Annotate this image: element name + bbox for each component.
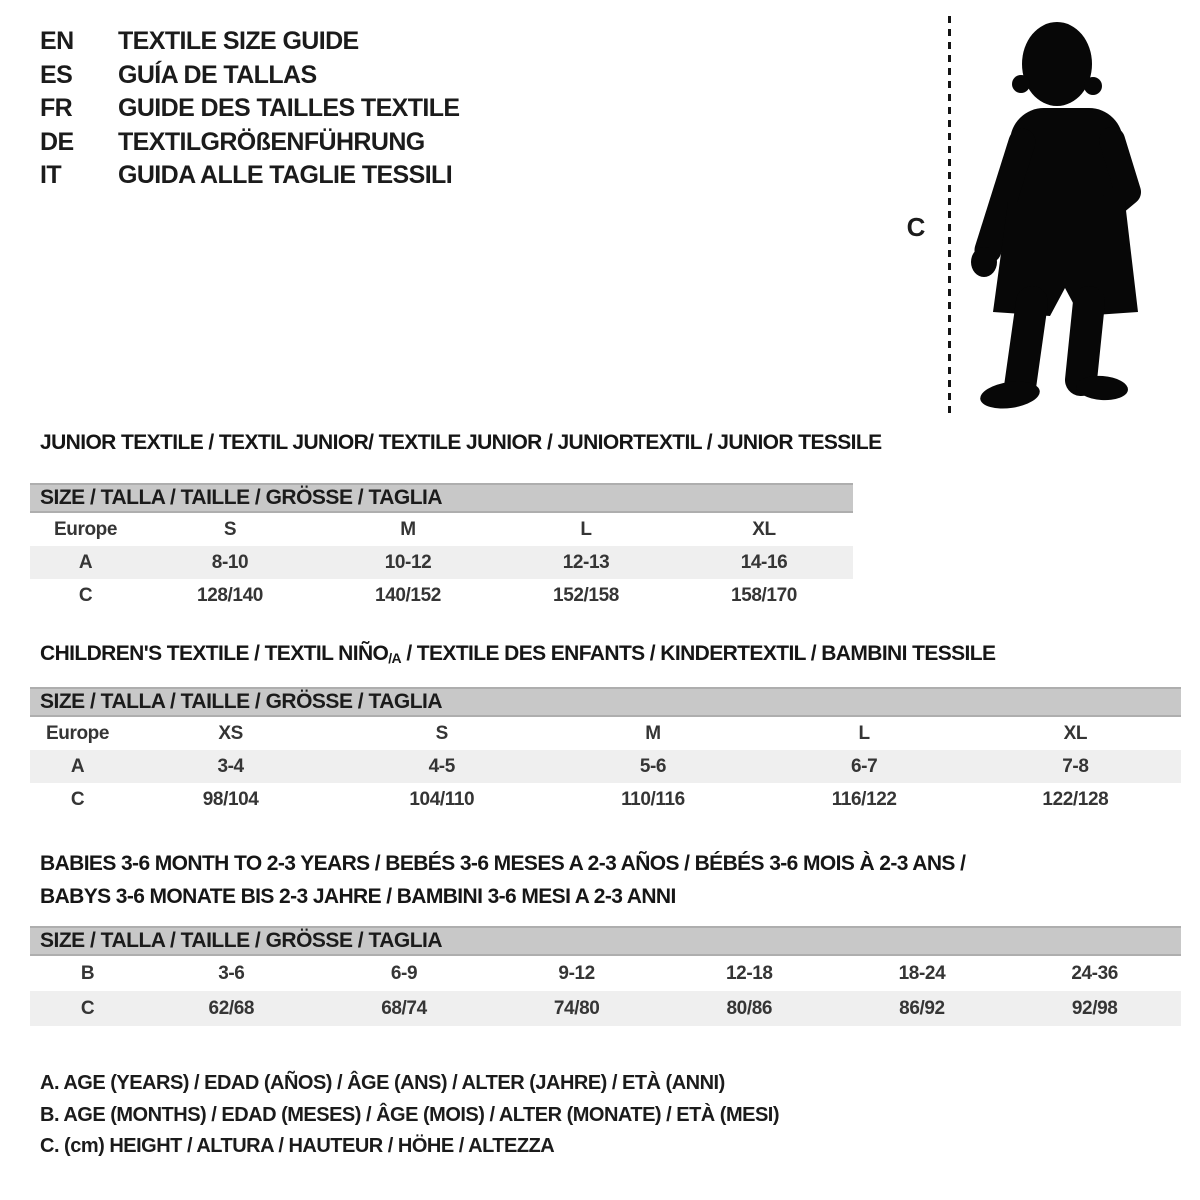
table-row-age [30,750,1181,783]
height-cell: 86/92 [899,997,945,1019]
size-header-band: SIZE / TALLA / TAILLE / GRÖSSE / TAGLIA [30,687,1181,717]
table-row-age [30,546,853,579]
size-cell: XL [752,518,776,540]
height-cell: 74/80 [553,997,600,1019]
babies-title-line1: BABIES 3-6 MONTH TO 2-3 YEARS / BEBÉS 3-6 MESES A 2-3 AÑOS / BÉBÉS 3-6 MOIS À 2-3 ANS / [40,852,966,875]
table-row-height [30,579,853,612]
legend-line-c: C. (cm) HEIGHT / ALTURA / HAUTEUR / HÖHE / ALTEZZA [40,1135,555,1157]
children-title-prefix: CHILDREN'S TEXTILE / TEXTIL NIÑO [40,642,389,665]
row-label: Europe [45,722,110,744]
lang-item-de [40,128,460,162]
height-cell: 152/158 [553,584,619,606]
table-row-height [30,991,1181,1026]
legend-line-a: A. AGE (YEARS) / EDAD (AÑOS) / ÂGE (ANS) / ALTER (JAHRE) / ETÀ (ANNI) [40,1072,725,1094]
children-title-suffix: / TEXTILE DES ENFANTS / KINDERTEXTIL / BAMBINI TESSILE [401,642,996,665]
row-label: C [70,788,85,810]
size-cell: S [435,722,448,744]
height-cell: 158/170 [731,584,797,606]
age-cell: 6-7 [851,755,878,777]
row-label: Europe [53,518,118,540]
age-cell: 8-10 [211,551,249,573]
height-cell: 92/98 [1071,997,1118,1019]
age-cell: 12-13 [562,551,610,573]
row-label: A [78,551,93,573]
size-cell: XS [218,722,243,744]
age-cell: 7-8 [1062,755,1089,777]
table-row-months [30,956,1181,991]
height-cell: 80/86 [726,997,773,1019]
children-title-sub: /A [388,650,402,666]
lang-item-it [40,161,460,195]
table-row-europe [30,717,1181,750]
height-cell: 110/116 [621,788,685,810]
lang-code: ES [40,60,73,89]
height-cell: 116/122 [831,788,897,810]
months-cell: 6-9 [390,962,418,984]
height-cell: 122/128 [1042,788,1109,810]
lang-code: FR [40,94,73,122]
size-cell: M [645,722,661,744]
lang-label: TEXTILE SIZE GUIDE [118,27,359,55]
size-header-band: SIZE / TALLA / TAILLE / GRÖSSE / TAGLIA [30,483,853,513]
height-cell: 68/74 [381,997,427,1019]
lang-label: GUIDA ALLE TAGLIE TESSILI [118,161,453,189]
lang-label: TEXTILGRÖßENFÜHRUNG [118,127,425,156]
height-cell: 98/104 [202,788,259,810]
row-label: C [80,997,95,1019]
size-cell: L [858,722,870,744]
lang-label: GUIDE DES TAILLES TEXTILE [118,94,460,122]
lang-code: EN [40,27,74,55]
lang-code: DE [40,127,74,156]
table-row-europe [30,513,853,546]
junior-size-table [30,483,853,612]
size-cell: L [580,518,592,540]
lang-item-fr [40,94,460,128]
age-cell: 3-4 [217,755,244,777]
height-measure-label: C [906,212,926,242]
size-cell: M [400,518,416,540]
lang-item-es [40,61,460,95]
months-cell: 9-12 [558,962,595,984]
height-cell: 140/152 [375,584,441,606]
children-size-table [30,687,1181,816]
row-label: B [80,962,95,984]
table-row-height [30,783,1181,816]
lang-code: IT [40,161,62,189]
age-cell: 4-5 [428,755,455,777]
size-cell: S [223,518,237,540]
lang-label: GUÍA DE TALLAS [118,60,317,89]
size-header-band: SIZE / TALLA / TAILLE / GRÖSSE / TAGLIA [30,926,1181,956]
lang-item-en [40,27,460,61]
legend-line-b: B. AGE (MONTHS) / EDAD (MESES) / ÂGE (MOIS) / ALTER (MONATE) / ETÀ (MESI) [40,1103,780,1126]
months-cell: 24-36 [1071,962,1118,984]
legend [40,1068,779,1163]
age-cell: 14-16 [740,551,788,573]
babies-section-title [40,847,965,913]
height-cell: 128/140 [197,584,263,606]
row-label: C [78,584,93,606]
height-cell: 62/68 [208,997,255,1019]
age-cell: 5-6 [639,755,667,777]
junior-section-title: JUNIOR TEXTILE / TEXTIL JUNIOR/ TEXTILE JUNIOR / JUNIORTEXTIL / JUNIOR TESSILE [40,431,882,454]
children-section-title [40,642,995,666]
age-cell: 10-12 [384,551,432,573]
height-measure-dashed-line [948,16,951,418]
height-cell: 104/110 [409,788,475,810]
months-cell: 12-18 [725,962,773,984]
babies-title-line2: BABYS 3-6 MONATE BIS 2-3 JAHRE / BAMBINI 3-6 MESI A 2-3 ANNI [40,885,676,908]
months-cell: 3-6 [218,962,245,984]
language-guide-list [40,27,460,195]
row-label: A [70,755,85,777]
babies-size-table [30,926,1181,1026]
toddler-silhouette-icon [968,12,1143,420]
months-cell: 18-24 [898,962,946,984]
size-cell: XL [1063,722,1088,744]
